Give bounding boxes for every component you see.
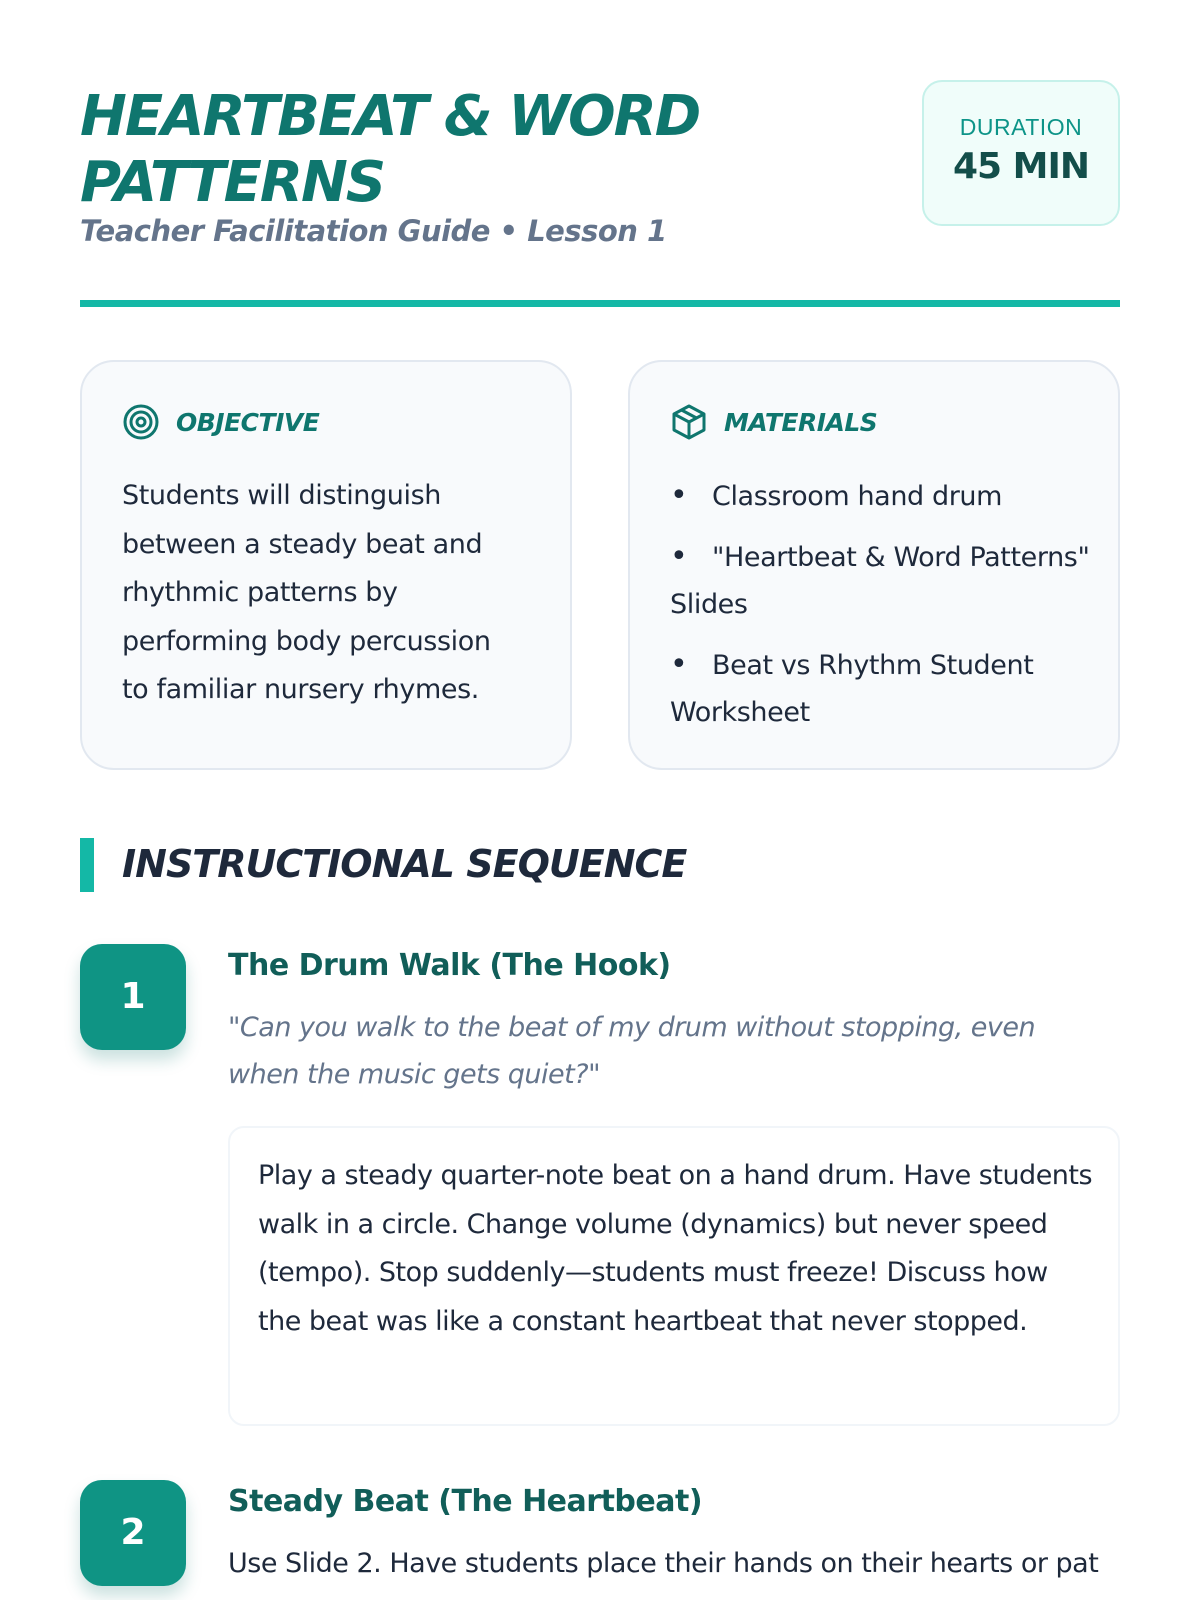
material-item: Beat vs Rhythm Student Worksheet (670, 650, 1034, 728)
section-heading (80, 838, 1120, 892)
list-item (670, 472, 1090, 520)
step-1-title: The Drum Walk (The Hook) (228, 948, 671, 983)
list-item (670, 641, 1090, 736)
materials-title: MATERIALS (724, 407, 878, 437)
lesson-guide-page (80, 0, 1120, 1600)
header (80, 80, 1120, 310)
bullet-icon: • (670, 478, 688, 513)
material-item: "Heartbeat & Word Patterns" Slides (670, 542, 1090, 620)
box-icon (670, 403, 708, 441)
materials-list (670, 472, 1090, 749)
bullet-icon: • (670, 647, 688, 682)
material-item: Classroom hand drum (712, 481, 1003, 512)
step-1-text: Play a steady quarter-note beat on a hand drum. Have students walk in a circle. Change volume (dynamics) but never speed (tempo). Stop suddenly—students must freeze! Discuss how the beat was like a constant heartbeat that never stopped. (258, 1160, 1093, 1337)
objective-title: OBJECTIVE (176, 407, 320, 437)
step-2-badge: 2 (80, 1480, 186, 1586)
step-1-badge: 1 (80, 944, 186, 1050)
duration-label: DURATION (959, 114, 1083, 140)
objective-card-header (122, 402, 319, 442)
materials-card (628, 360, 1120, 770)
step-2-text: Use Slide 2. Have students place their hands on their hearts or pat (228, 1548, 1099, 1579)
duration-value: 45 MIN (953, 146, 1089, 187)
list-item (670, 533, 1090, 628)
objective-text: Students will distinguish between a steady beat and rhythmic patterns by performing body percussion to familiar nursery rhymes. (122, 480, 491, 705)
bullet-icon: • (670, 539, 688, 574)
duration-badge (922, 80, 1120, 226)
step-2-title: Steady Beat (The Heartbeat) (228, 1484, 703, 1519)
page-title: HEARTBEAT & WORD PATTERNS (80, 84, 700, 215)
step-1-instructions (228, 1126, 1120, 1426)
objective-card (80, 360, 572, 770)
step-1-quote: "Can you walk to the beat of my drum without stopping, even when the music gets quiet?" (228, 1012, 1036, 1090)
section-title: INSTRUCTIONAL SEQUENCE (122, 842, 687, 886)
target-icon (122, 403, 160, 441)
page-subtitle: Teacher Facilitation Guide • Lesson 1 (80, 214, 667, 248)
header-divider (80, 300, 1120, 307)
materials-card-header (670, 402, 877, 442)
section-accent-bar (80, 838, 94, 892)
